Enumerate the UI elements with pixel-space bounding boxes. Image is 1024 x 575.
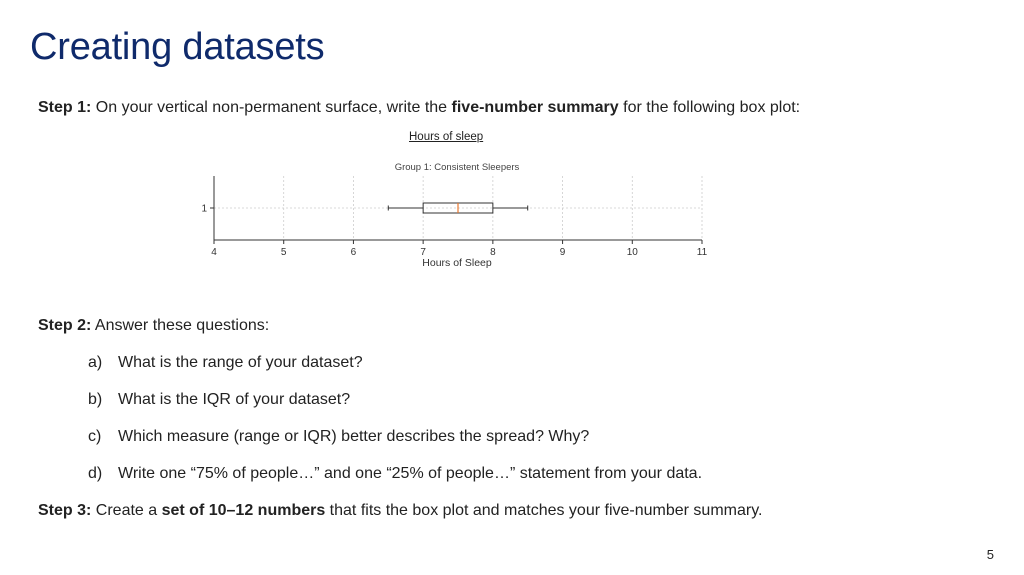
step-1-text-a: On your vertical non-permanent surface, write the <box>91 99 452 116</box>
x-tick-label: 9 <box>559 247 566 258</box>
step-1-bold: five-number summary <box>451 99 619 116</box>
step-1-text <box>38 99 800 117</box>
box-plot <box>190 150 720 272</box>
question-d <box>88 465 702 483</box>
x-tick-label: 7 <box>420 247 426 258</box>
slide-title: Creating datasets <box>30 26 325 68</box>
step-1-label: Step 1: <box>38 99 92 116</box>
step-3-label: Step 3: <box>38 502 92 519</box>
y-tick-label: 1 <box>201 203 207 215</box>
question-c <box>88 428 589 446</box>
question-text: Write one “75% of people…” and one “25% of people…” statement from your data. <box>118 465 703 482</box>
question-letter: b) <box>88 391 103 408</box>
x-tick-label: 6 <box>350 247 357 258</box>
x-tick-label: 5 <box>280 247 287 258</box>
step-2-text-body: Answer these questions: <box>91 317 270 334</box>
x-tick-label: 4 <box>211 247 217 258</box>
question-letter: d) <box>88 465 103 482</box>
question-a <box>88 354 363 372</box>
question-text: What is the IQR of your dataset? <box>118 391 351 408</box>
step-3-text <box>38 502 762 520</box>
step-2-text <box>38 317 269 335</box>
question-text: Which measure (range or IQR) better describes the spread? Why? <box>118 428 590 445</box>
x-axis-label: Hours of Sleep <box>422 257 492 269</box>
step-3-text-b: that fits the box plot and matches your five-number summary. <box>325 502 763 519</box>
question-text: What is the range of your dataset? <box>118 354 363 371</box>
question-letter: c) <box>88 428 102 445</box>
page-number: 5 <box>986 547 994 562</box>
x-tick-label: 10 <box>626 247 638 258</box>
step-3-bold: set of 10–12 numbers <box>161 502 326 519</box>
x-tick-label: 8 <box>490 247 496 258</box>
x-tick-label: 11 <box>696 247 708 258</box>
chart-title: Group 1: Consistent Sleepers <box>394 162 520 173</box>
question-letter: a) <box>88 354 103 371</box>
question-b <box>88 391 350 409</box>
figure-caption: Hours of sleep <box>409 131 484 143</box>
step-3-text-a: Create a <box>91 502 162 519</box>
step-2-label: Step 2: <box>38 317 92 334</box>
step-1-text-b: for the following box plot: <box>618 99 801 116</box>
